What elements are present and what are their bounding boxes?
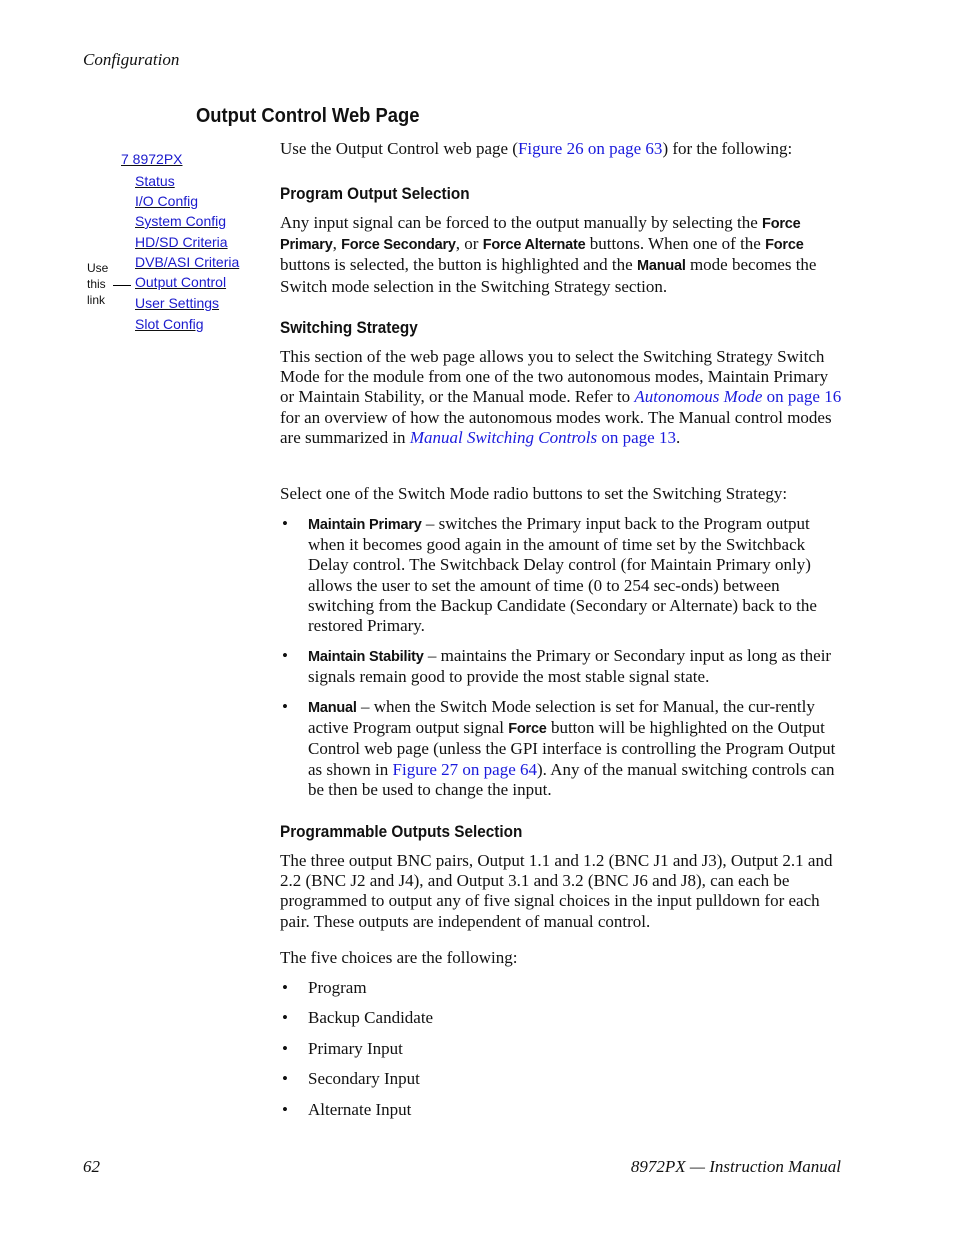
choice-item: Alternate Input: [308, 1100, 412, 1119]
choice-item: Secondary Input: [308, 1069, 420, 1088]
bullet-marker: •: [282, 1039, 288, 1058]
nav-item-output-control[interactable]: Output Control: [135, 274, 227, 290]
bullet-marker: •: [282, 697, 288, 716]
choice-item: Primary Input: [308, 1039, 403, 1058]
choices-intro: The five choices are the following:: [280, 948, 518, 967]
bullet-manual: Manual – when the Switch Mode selection is set for Manual, the cur-rently active Program output signal Force button will be highlighted on the Output Control web page (unless the GPI interface is controlling the Program Output as shown in Figure 27 on page 64). Any of the manual switching controls can be then be used to change the input.: [308, 697, 836, 799]
nav-item-io-config[interactable]: I/O Config: [135, 193, 199, 209]
bullet-marker: •: [282, 1008, 288, 1027]
choice-item: Backup Candidate: [308, 1008, 434, 1027]
page-number: 62: [83, 1157, 100, 1176]
bullet-marker: •: [282, 978, 288, 997]
bullet-maintain-primary: Maintain Primary – switches the Primary input back to the Program output when it becomes good again in the amount of time set by the Switchback Delay control. The Switchback Delay control (for Maintain Primary only) allows the user to set the amount of time (0 to 254 sec-onds) between switching from the Backup Candidate (Secondary or Alternate) back to the restored Primary.: [308, 514, 817, 636]
nav-item-user-settings[interactable]: User Settings: [135, 295, 220, 311]
callout-line: [113, 285, 131, 286]
bullet-marker: •: [282, 514, 288, 533]
bullet-marker: •: [282, 1069, 288, 1088]
bullet-maintain-stability: Maintain Stability – maintains the Primary or Secondary input as long as their signals remain good to provide the most stable signal state.: [308, 646, 832, 687]
nav-title[interactable]: 7 8972PX: [121, 151, 183, 167]
manual-switching-controls-link[interactable]: Manual Switching Controls on page 13: [409, 427, 676, 447]
choice-item: Program: [308, 978, 367, 997]
section-title: Output Control Web Page: [196, 105, 420, 127]
nav-item-status[interactable]: Status: [135, 173, 175, 189]
nav-item-system-config[interactable]: System Config: [135, 213, 227, 229]
bullet-marker: •: [282, 646, 288, 665]
program-output-paragraph: Any input signal can be forced to the output manually by selecting the Force Primary, Force Secondary, or Force Alternate buttons. When one of the Force buttons is selected, the button is highlighted and the Manual mode becomes the Switch mode selection in the Switching Strategy section.: [280, 213, 817, 296]
switch-mode-intro: Select one of the Switch Mode radio buttons to set the Switching Strategy:: [280, 484, 788, 503]
heading-switching-strategy: Switching Strategy: [280, 318, 418, 337]
callout-label: Use this link: [87, 261, 109, 307]
nav-item-hd-sd-criteria[interactable]: HD/SD Criteria: [135, 234, 228, 250]
heading-program-output: Program Output Selection: [280, 184, 470, 203]
nav-item-dvb-asi-criteria[interactable]: DVB/ASI Criteria: [135, 254, 240, 270]
heading-programmable-outputs: Programmable Outputs Selection: [280, 822, 523, 841]
programmable-outputs-paragraph: The three output BNC pairs, Output 1.1 and 1.2 (BNC J1 and J3), Output 2.1 and 2.2 (BNC J2 and J4), and Output 3.1 and 3.2 (BNC J6 and J8), can each be programmed to output any of five signal choices in the input pulldown for each pair. These outputs are independent of manual control.: [280, 851, 833, 931]
autonomous-mode-link[interactable]: Autonomous Mode on page 16: [634, 387, 842, 407]
bullet-marker: •: [282, 1100, 288, 1119]
nav-item-slot-config[interactable]: Slot Config: [135, 316, 204, 332]
intro-paragraph: Use the Output Control web page (Figure 26 on page 63) for the following:: [280, 139, 793, 158]
running-header: Configuration: [83, 50, 180, 69]
manual-title: 8972PX — Instruction Manual: [630, 1157, 841, 1176]
switching-strategy-paragraph: This section of the web page allows you to select the Switching Strategy Switch Mode for the module from one of the two autonomous modes, Maintain Primary or Maintain Stability, or the Manual mode. Refer to Autonomous Mode on page 16 for an overview of how the autonomous modes work. The Manual control modes are summarized in Manual Switching Controls on page 13.: [280, 347, 842, 447]
figure-27-link[interactable]: Figure 27 on page 64: [392, 759, 538, 779]
figure-26-link[interactable]: Figure 26 on page 63: [517, 139, 663, 158]
